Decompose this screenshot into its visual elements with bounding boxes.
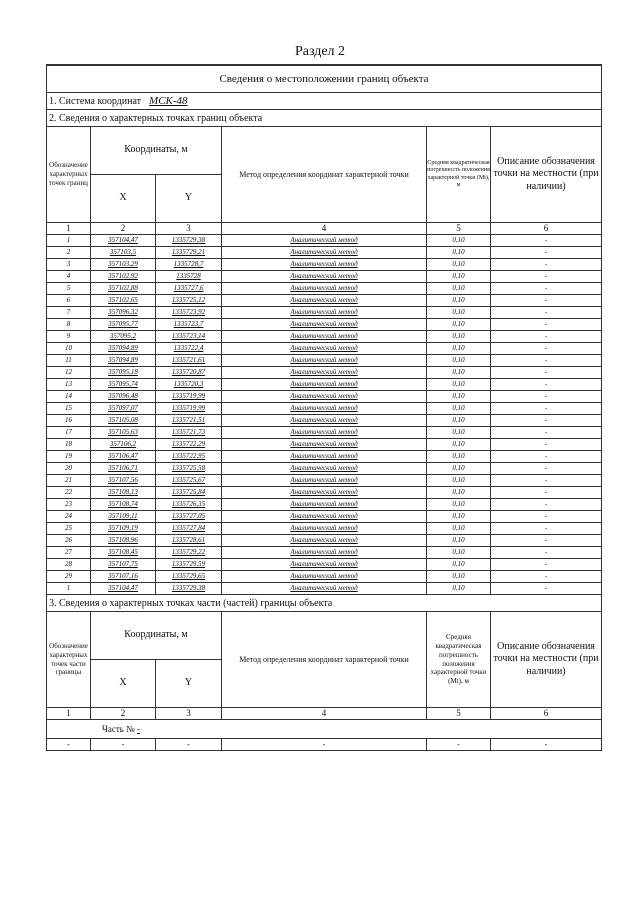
error-cell: 0,10 (427, 463, 491, 475)
section3-heading: 3. Сведения о характерных точках части (частей) границы объекта (47, 595, 602, 612)
error-cell: 0,10 (427, 343, 491, 355)
x-coordinate-cell: 357104,47 (91, 235, 156, 247)
method-cell: Аналитический метод (222, 571, 427, 583)
x-coordinate-cell: 357096,48 (91, 391, 156, 403)
y-coordinate-cell: 1335723,92 (156, 307, 222, 319)
point-number-cell: 14 (47, 391, 91, 403)
y-coordinate-cell: 1335722,4 (156, 343, 222, 355)
description-cell: - (491, 439, 602, 451)
table-row (47, 295, 602, 307)
x-coordinate-cell: 357102,88 (91, 283, 156, 295)
empty-cell: - (427, 739, 491, 751)
part-column-numbers-row (47, 708, 602, 720)
method-cell: Аналитический метод (222, 451, 427, 463)
x-coordinate-cell: 357108,74 (91, 499, 156, 511)
x-coordinate-cell: 357108,45 (91, 547, 156, 559)
description-cell: - (491, 451, 602, 463)
error-cell: 0,10 (427, 439, 491, 451)
error-header: Средняя квадратическая погрешность положения характерной точки (Mt), м (427, 127, 491, 223)
column-number: 1 (47, 223, 91, 235)
error-cell: 0,10 (427, 583, 491, 595)
point-number-cell: 20 (47, 463, 91, 475)
column-number: 5 (427, 708, 491, 720)
x-coordinate-cell: 357094,89 (91, 343, 156, 355)
y-coordinate-cell: 1335729,38 (156, 583, 222, 595)
description-cell: - (491, 499, 602, 511)
y-coordinate-cell: 1335722,29 (156, 439, 222, 451)
coordinate-system-line (47, 93, 602, 110)
description-cell: - (491, 463, 602, 475)
y-coordinate-cell: 1335723,7 (156, 319, 222, 331)
y-coordinate-cell: 1335725,58 (156, 463, 222, 475)
point-number-cell: 13 (47, 379, 91, 391)
description-cell: - (491, 259, 602, 271)
table-row (47, 511, 602, 523)
table-row (47, 571, 602, 583)
description-cell: - (491, 559, 602, 571)
empty-cell: - (222, 739, 427, 751)
part-designation-header: Обозначение характерных точек части границы (47, 612, 91, 708)
description-cell: - (491, 391, 602, 403)
error-cell: 0,10 (427, 307, 491, 319)
x-coordinate-cell: 357095,77 (91, 319, 156, 331)
empty-cell: - (47, 739, 91, 751)
x-coordinate-cell: 357102,92 (91, 271, 156, 283)
part-description-header: Описание обозначения точки на местности (при наличии) (491, 612, 602, 708)
x-coordinate-cell: 357095,74 (91, 379, 156, 391)
coordinate-system-value: МСК-48 (149, 95, 188, 107)
part-x-header: X (91, 660, 156, 708)
table-row (47, 583, 602, 595)
table-row (47, 331, 602, 343)
method-cell: Аналитический метод (222, 307, 427, 319)
point-number-cell: 6 (47, 295, 91, 307)
error-cell: 0,10 (427, 319, 491, 331)
description-cell: - (491, 535, 602, 547)
table-row (47, 499, 602, 511)
y-coordinate-cell: 1335728 (156, 271, 222, 283)
description-cell: - (491, 487, 602, 499)
error-cell: 0,10 (427, 523, 491, 535)
description-cell: - (491, 583, 602, 595)
x-coordinate-cell: 357095,18 (91, 367, 156, 379)
error-cell: 0,10 (427, 247, 491, 259)
table-row (47, 259, 602, 271)
method-cell: Аналитический метод (222, 247, 427, 259)
column-number: 5 (427, 223, 491, 235)
error-cell: 0,10 (427, 259, 491, 271)
column-number: 2 (91, 223, 156, 235)
method-cell: Аналитический метод (222, 415, 427, 427)
y-coordinate-cell: 1335719,99 (156, 403, 222, 415)
part-number-value: - (136, 724, 140, 734)
x-coordinate-cell: 357106,2 (91, 439, 156, 451)
error-cell: 0,10 (427, 475, 491, 487)
x-coordinate-cell: 357102,65 (91, 295, 156, 307)
description-cell: - (491, 547, 602, 559)
column-number: 3 (156, 223, 222, 235)
point-number-cell: 25 (47, 523, 91, 535)
description-cell: - (491, 367, 602, 379)
description-cell: - (491, 283, 602, 295)
description-cell: - (491, 331, 602, 343)
page-heading: Раздел 2 (294, 44, 346, 59)
point-number-cell: 22 (47, 487, 91, 499)
error-cell: 0,10 (427, 571, 491, 583)
description-cell: - (491, 355, 602, 367)
method-cell: Аналитический метод (222, 523, 427, 535)
y-coordinate-cell: 1335727,05 (156, 511, 222, 523)
part-coords-header: Координаты, м (91, 612, 222, 660)
table-row (47, 355, 602, 367)
y-coordinate-cell: 1335722,95 (156, 451, 222, 463)
description-cell: - (491, 247, 602, 259)
empty-cell: - (156, 739, 222, 751)
column-number: 4 (222, 708, 427, 720)
description-cell: - (491, 571, 602, 583)
point-number-cell: 8 (47, 319, 91, 331)
method-header: Метод определения координат характерной точки (222, 127, 427, 223)
table-row (47, 403, 602, 415)
table-row (47, 379, 602, 391)
table-row (47, 307, 602, 319)
method-cell: Аналитический метод (222, 271, 427, 283)
description-header: Описание обозначения точки на местности (при наличии) (491, 127, 602, 223)
column-numbers-row (47, 223, 602, 235)
point-number-cell: 19 (47, 451, 91, 463)
error-cell: 0,10 (427, 331, 491, 343)
y-coordinate-cell: 1335723,14 (156, 331, 222, 343)
x-coordinate-cell: 357105,08 (91, 415, 156, 427)
error-cell: 0,10 (427, 271, 491, 283)
method-cell: Аналитический метод (222, 331, 427, 343)
point-number-cell: 23 (47, 499, 91, 511)
error-cell: 0,10 (427, 535, 491, 547)
method-cell: Аналитический метод (222, 511, 427, 523)
error-cell: 0,10 (427, 451, 491, 463)
point-number-cell: 9 (47, 331, 91, 343)
x-coordinate-cell: 357109,19 (91, 523, 156, 535)
point-number-cell: 18 (47, 439, 91, 451)
part-number-line (47, 720, 602, 739)
method-cell: Аналитический метод (222, 295, 427, 307)
table-row (47, 547, 602, 559)
description-cell: - (491, 523, 602, 535)
method-cell: Аналитический метод (222, 535, 427, 547)
point-number-cell: 29 (47, 571, 91, 583)
x-coordinate-cell: 357096,32 (91, 307, 156, 319)
point-number-cell: 16 (47, 415, 91, 427)
y-coordinate-cell: 1335719,99 (156, 391, 222, 403)
y-coordinate-cell: 1335725,67 (156, 475, 222, 487)
table-row (47, 271, 602, 283)
method-cell: Аналитический метод (222, 439, 427, 451)
table-row (47, 247, 602, 259)
y-coordinate-cell: 1335725,84 (156, 487, 222, 499)
description-cell: - (491, 511, 602, 523)
description-cell: - (491, 295, 602, 307)
table-row (47, 343, 602, 355)
error-cell: 0,10 (427, 427, 491, 439)
table-row (47, 283, 602, 295)
method-cell: Аналитический метод (222, 463, 427, 475)
x-coordinate-cell: 357108,96 (91, 535, 156, 547)
point-number-cell: 28 (47, 559, 91, 571)
table-row (47, 475, 602, 487)
table-row (47, 319, 602, 331)
y-coordinate-cell: 1335721,51 (156, 415, 222, 427)
x-coordinate-cell: 357108,13 (91, 487, 156, 499)
x-coordinate-cell: 357103,29 (91, 259, 156, 271)
point-number-cell: 26 (47, 535, 91, 547)
method-cell: Аналитический метод (222, 487, 427, 499)
point-number-cell: 10 (47, 343, 91, 355)
section2-heading: 2. Сведения о характерных точках границ объекта (47, 110, 602, 127)
error-cell: 0,10 (427, 499, 491, 511)
x-coordinate-cell: 357107,56 (91, 475, 156, 487)
table-row (47, 439, 602, 451)
method-cell: Аналитический метод (222, 367, 427, 379)
x-coordinate-cell: 357095,2 (91, 331, 156, 343)
table-row (47, 535, 602, 547)
point-number-cell: 7 (47, 307, 91, 319)
error-cell: 0,10 (427, 547, 491, 559)
y-coordinate-cell: 1335729,22 (156, 547, 222, 559)
point-number-cell: 4 (47, 271, 91, 283)
y-coordinate-cell: 1335721,61 (156, 355, 222, 367)
method-cell: Аналитический метод (222, 283, 427, 295)
description-cell: - (491, 427, 602, 439)
column-number: 2 (91, 708, 156, 720)
table-row (47, 487, 602, 499)
empty-cell: - (491, 739, 602, 751)
table-row (47, 235, 602, 247)
x-header: X (91, 175, 156, 223)
error-cell: 0,10 (427, 391, 491, 403)
point-number-cell: 24 (47, 511, 91, 523)
error-cell: 0,10 (427, 295, 491, 307)
boundary-form (46, 64, 601, 751)
part-error-header: Средняя квадратическая погрешность положения характерной точки (Mt), м (427, 612, 491, 708)
error-cell: 0,10 (427, 379, 491, 391)
method-cell: Аналитический метод (222, 403, 427, 415)
x-coordinate-cell: 357106,47 (91, 451, 156, 463)
method-cell: Аналитический метод (222, 391, 427, 403)
y-coordinate-cell: 1335725,12 (156, 295, 222, 307)
y-coordinate-cell: 1335720,87 (156, 367, 222, 379)
y-coordinate-cell: 1335727,84 (156, 523, 222, 535)
form-table (46, 64, 602, 751)
x-coordinate-cell: 357109,11 (91, 511, 156, 523)
error-cell: 0,10 (427, 355, 491, 367)
method-cell: Аналитический метод (222, 583, 427, 595)
x-coordinate-cell: 357107,75 (91, 559, 156, 571)
table-row (47, 559, 602, 571)
part-empty-row (47, 739, 602, 751)
method-cell: Аналитический метод (222, 319, 427, 331)
point-number-cell: 12 (47, 367, 91, 379)
table-row (47, 367, 602, 379)
x-coordinate-cell: 357106,71 (91, 463, 156, 475)
y-coordinate-cell: 1335729,65 (156, 571, 222, 583)
table-row (47, 415, 602, 427)
error-cell: 0,10 (427, 403, 491, 415)
table-row (47, 451, 602, 463)
empty-cell: - (91, 739, 156, 751)
error-cell: 0,10 (427, 559, 491, 571)
description-cell: - (491, 271, 602, 283)
y-coordinate-cell: 1335729,38 (156, 235, 222, 247)
form-title: Сведения о местоположении границ объекта (47, 65, 602, 93)
coords-header: Координаты, м (91, 127, 222, 175)
column-number: 6 (491, 223, 602, 235)
y-coordinate-cell: 1335729,21 (156, 247, 222, 259)
y-coordinate-cell: 1335721,73 (156, 427, 222, 439)
column-number: 1 (47, 708, 91, 720)
x-coordinate-cell: 357104,47 (91, 583, 156, 595)
method-cell: Аналитический метод (222, 427, 427, 439)
method-cell: Аналитический метод (222, 547, 427, 559)
description-cell: - (491, 379, 602, 391)
x-coordinate-cell: 357103,5 (91, 247, 156, 259)
description-cell: - (491, 415, 602, 427)
table-row (47, 523, 602, 535)
y-coordinate-cell: 1335728,7 (156, 259, 222, 271)
method-cell: Аналитический метод (222, 343, 427, 355)
coordinate-system-label: 1. Система координат (49, 96, 142, 107)
error-cell: 0,10 (427, 415, 491, 427)
point-number-cell: 17 (47, 427, 91, 439)
column-number: 6 (491, 708, 602, 720)
error-cell: 0,10 (427, 367, 491, 379)
point-number-cell: 1 (47, 583, 91, 595)
y-coordinate-cell: 1335720,3 (156, 379, 222, 391)
part-method-header: Метод определения координат характерной точки (222, 612, 427, 708)
method-cell: Аналитический метод (222, 499, 427, 511)
y-header: Y (156, 175, 222, 223)
point-number-cell: 21 (47, 475, 91, 487)
point-number-cell: 11 (47, 355, 91, 367)
method-cell: Аналитический метод (222, 259, 427, 271)
x-coordinate-cell: 357107,16 (91, 571, 156, 583)
table-row (47, 391, 602, 403)
point-number-cell: 27 (47, 547, 91, 559)
point-number-cell: 5 (47, 283, 91, 295)
table-row (47, 427, 602, 439)
point-number-cell: 2 (47, 247, 91, 259)
y-coordinate-cell: 1335729,59 (156, 559, 222, 571)
description-cell: - (491, 475, 602, 487)
point-number-cell: 3 (47, 259, 91, 271)
y-coordinate-cell: 1335726,35 (156, 499, 222, 511)
description-cell: - (491, 307, 602, 319)
method-cell: Аналитический метод (222, 379, 427, 391)
description-cell: - (491, 343, 602, 355)
y-coordinate-cell: 1335728,61 (156, 535, 222, 547)
description-cell: - (491, 319, 602, 331)
part-number-label: Часть № (102, 724, 135, 734)
method-cell: Аналитический метод (222, 559, 427, 571)
method-cell: Аналитический метод (222, 235, 427, 247)
x-coordinate-cell: 357105,63 (91, 427, 156, 439)
error-cell: 0,10 (427, 511, 491, 523)
method-cell: Аналитический метод (222, 475, 427, 487)
part-y-header: Y (156, 660, 222, 708)
description-cell: - (491, 235, 602, 247)
y-coordinate-cell: 1335727,6 (156, 283, 222, 295)
column-number: 4 (222, 223, 427, 235)
method-cell: Аналитический метод (222, 355, 427, 367)
designation-header: Обозначение характерных точек границ (47, 127, 91, 223)
description-cell: - (491, 403, 602, 415)
column-number: 3 (156, 708, 222, 720)
x-coordinate-cell: 357097,07 (91, 403, 156, 415)
error-cell: 0,10 (427, 235, 491, 247)
table-row (47, 463, 602, 475)
x-coordinate-cell: 357094,89 (91, 355, 156, 367)
point-number-cell: 1 (47, 235, 91, 247)
point-number-cell: 15 (47, 403, 91, 415)
error-cell: 0,10 (427, 283, 491, 295)
error-cell: 0,10 (427, 487, 491, 499)
